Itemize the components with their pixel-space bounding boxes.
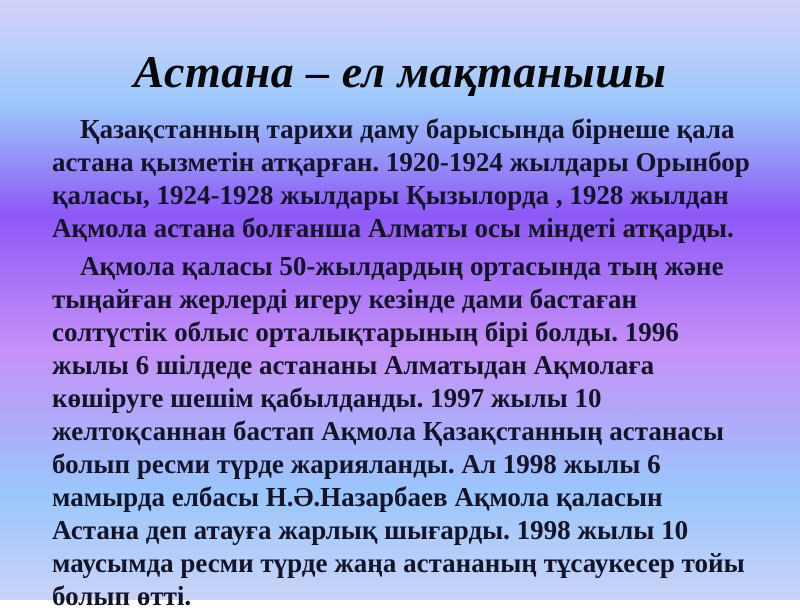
slide-body [52,113,750,613]
body-paragraph-2: Ақмола қаласы 50-жылдардың ортасында тың және тыңайған жерлерді игеру кезінде дами бастаған солтүстік облыс орталықтарының бірі болды. 1996 жылы 6 шілдеде астананы Алматыдан Ақмолаға көшіруге шешім қабылданды. 1997 жылы 10 желтоқсаннан бастап Ақмола Қазақстанның астанасы болып ресми түрде жарияланды. Ал 1998 жылы 6 мамырда елбасы Н.Ә.Назарбаев Ақмола қаласын Астана деп атауға жарлық шығарды. 1998 жылы 10 маусымда ресми түрде жаңа астананың тұсаукесер тойы болып өтті. [52,250,745,611]
slide-title: Астана – ел мақтанышы [133,46,667,97]
body-paragraph-1: Қазақстанның тарихи даму барысында бірнеше қала астана қызметін атқарған. 1920-1924 жылдары Орынбор қаласы, 1924-1928 жылдары Қызылорда , 1928 жылдан Ақмола астана болғанша Алматы осы міндеті атқарды. [52,113,750,243]
